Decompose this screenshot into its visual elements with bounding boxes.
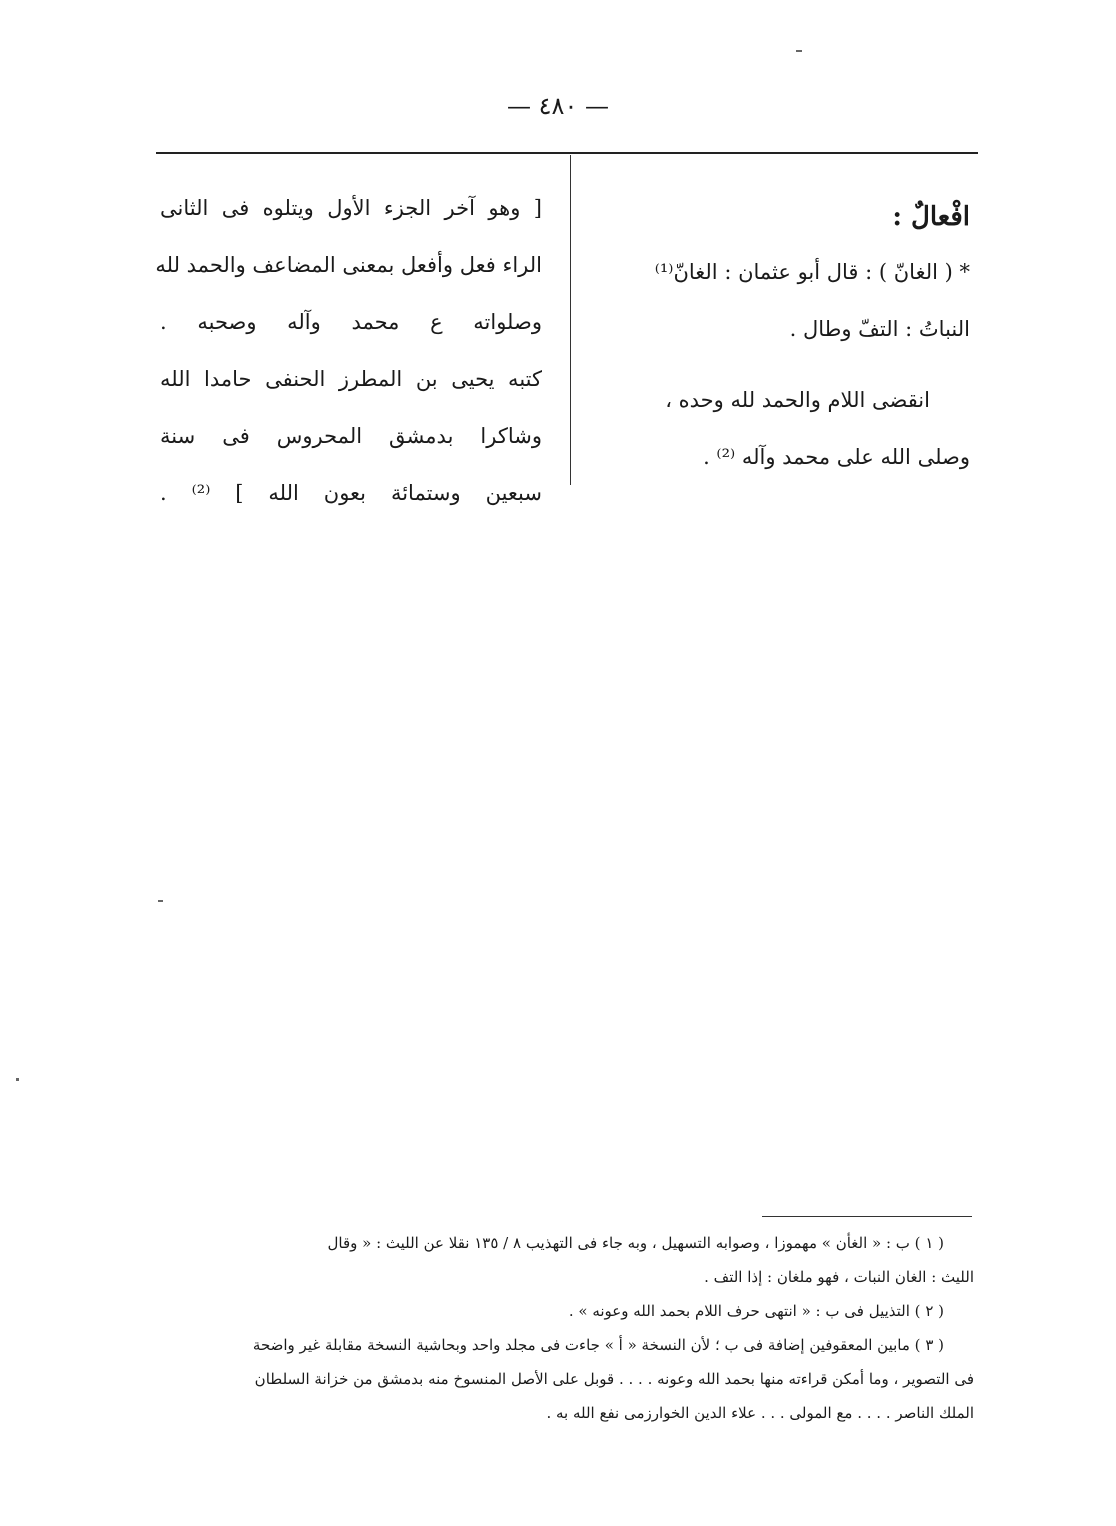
footnotes — [154, 1226, 974, 1430]
footnote-line: الملك الناصر . . . . مع المولى . . . علاء الدين الخوارزمى نفع الله به . — [546, 1404, 974, 1422]
footnote-rule — [762, 1216, 972, 1217]
column-divider — [570, 155, 571, 485]
section-heading: افْعالٌ : — [892, 202, 970, 232]
left-column — [155, 180, 542, 522]
scan-speck — [16, 1078, 19, 1081]
text-line: وصلى الله على محمد وآله ⁽²⁾ . — [703, 445, 970, 469]
text-line: * ( الغانّ ) : قال أبو عثمان : الغانّ⁽¹⁾ — [654, 260, 970, 284]
footnote-line: الليث : الغان النبات ، فهو ملغان : إذا التف . — [704, 1268, 974, 1286]
footnote-line: ( ٣ ) مابين المعقوفين إضافة فى ب ؛ لأن النسخة « أ » جاءت فى مجلد واحد وبحاشية النسخة مقابلة غير واضحة — [252, 1336, 944, 1354]
page-number: — ٤٨٠ — — [507, 92, 609, 120]
footnote-line: ( ١ ) ب : « الغأن » مهموزا ، وصوابه التسهيل ، وبه جاء فى التهذيب ٨ / ١٣٥ نقلا عن الليث : « وقال — [327, 1234, 944, 1252]
colophon-line: كتبه يحيى بن المطرز الحنفى حامدا الله — [160, 367, 542, 391]
colophon-line: [ وهو آخر الجزء الأول ويتلوه فى الثانى — [160, 196, 542, 220]
scan-speck — [158, 900, 163, 902]
footnote-line: ( ٢ ) التذييل فى ب : « انتهى حرف اللام بحمد الله وعونه » . — [568, 1302, 944, 1320]
colophon-line: وشاكرا بدمشق المحروس فى سنة — [160, 424, 542, 448]
text-line: انقضى اللام والحمد لله وحده ، — [665, 388, 930, 412]
text-line: النباتُ : التفّ وطال . — [789, 317, 970, 341]
colophon-line: وصلواته ع محمد وآله وصحبه . — [160, 310, 542, 334]
colophon-line: الراء فعل وأفعل بمعنى المضاعف والحمد لله — [155, 253, 542, 277]
right-column — [590, 190, 970, 486]
colophon-line: سبعين وستمائة بعون الله ] ⁽²⁾ . — [160, 481, 542, 505]
top-rule — [156, 152, 978, 154]
footnote-line: فى التصوير ، وما أمكن قراءته منها بحمد الله وعونه . . . . قوبل على الأصل المنسوخ منه بدمشق من خزانة السلطان — [254, 1370, 974, 1388]
scan-speck — [796, 50, 802, 52]
